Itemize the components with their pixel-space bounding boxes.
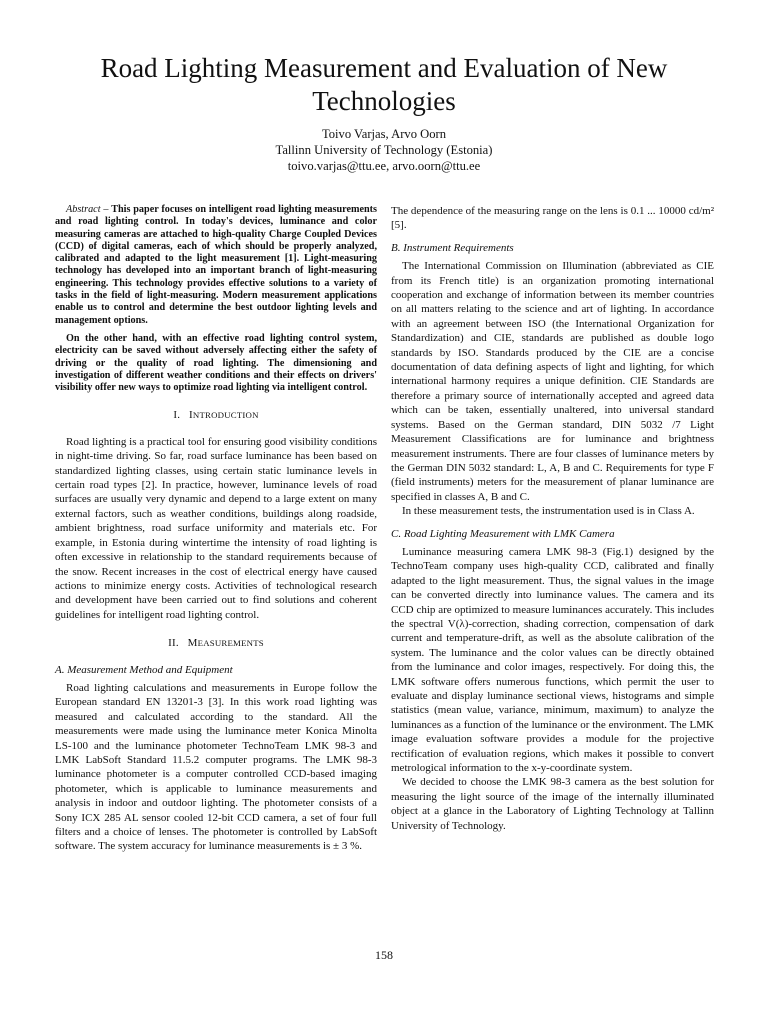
measurement-method-continued: The dependence of the measuring range on the lens is 0.1 ... 10000 cd/m² [5].: [391, 205, 714, 232]
section-number: I.: [173, 409, 181, 422]
subsection-heading-c: C. Road Lighting Measurement with LMK Camera: [391, 527, 615, 540]
section-heading-introduction: [55, 408, 377, 422]
abstract-paragraph-2: On the other hand, with an effective road lighting control system, electricity can be saved without adversely affecting either the safety of driving or the quality of road lighting. The dimensioning and investigation of different weather conditions and their effects on drivers' visibility offer new ways to optimize road lighting via intelligent control.: [55, 332, 377, 394]
section-title-first: M: [187, 637, 198, 650]
abstract: [55, 204, 377, 394]
author-emails: toivo.varjas@ttu.ee, arvo.oorn@ttu.ee: [287, 159, 481, 173]
section-heading-measurements: [55, 636, 377, 650]
abstract-dash: –: [100, 204, 112, 215]
right-column: [391, 204, 714, 833]
instrument-requirements-paragraph-1: The International Commission on Illumination (abbreviated as CIE from its French title) is an organization promoting international cooperation and exchange of information between its member countries on all matters relating to the science and art of lighting. In accordance with an agreement between ISO (the International Organization for Standardization) and CIE, standards are published as double logo standards by ISO. Standards produced by the CIE are a concise documentation of data defining aspects of light and lighting, for which international harmony requires a unique definition. CIE Standards are therefore a primary source of internationally accepted and agreed data which can be taken, essentially unaltered, into universal standard systems. Based on the German standard, DIN 5032 /7 Light Measurement Classifications are for luminance and brightness measurement instruments. There are four classes of luminance meters by the German DIN 5032 standard: L, A, B and C. Requirements for type F (field instruments) meters for the measurement of planar luminance are specified in classes A, B and C.: [391, 260, 714, 503]
lmk-camera-paragraph-1: Luminance measuring camera LMK 98-3 (Fig.1) designed by the TechnoTeam company uses high-quality CCD, calibrated and finally adapted to the light measurement. Thus, the signal values in the image can be converted directly into luminance values. The camera and its CCD chip are optimized to measure luminances accurately. This includes the spectral V(λ)-correction, shading correction, compensation of dark current and temperature-drift, as well as the absolute calibration of the system. The luminance and the color values can be directly obtained from the luminance and color images, respectively. For doing this, the LMK software offers numerous functions, which permit the user to evaluate and display luminance sectional views, histograms and simple statistics (mean value, variance, minimum, maximum) to analyze the luminances as a function of the luminance or the environment. The LMK image evaluation software provides a module for the projective rectification of evaluation regions, which makes it possible to convert metrological information to the x-y-coordinate system.: [391, 545, 714, 775]
paper-title: Road Lighting Measurement and Evaluation of New Technologies: [100, 53, 668, 116]
section-title-rest: NTRODUCTION: [192, 410, 259, 421]
measurement-method-paragraph: Road lighting calculations and measurements in Europe follow the European standard EN 13201-3 [3]. In this work road lighting was measured and calculated according to the standard. All the measurements were made using the luminance meter Konica Minolta LS-100 and the luminance photometer TechnoTeam LMK 98-3 and LMK LabSoft Standard 11.5.2 computer programs. The LMK 98-3 luminance photometer is a computer controlled CCD-based imaging photometer, which is applicable to luminance measurements and analysis in indoor and outdoor lighting. The photometer consists of a Sony ICX 285 AL sensor cooled 12-bit CCD camera, a set of four full filters and a choice of lenses. The photometer is controlled by LabSoft software. The system accuracy for luminance measurements is ± 3 %.: [55, 681, 377, 853]
lmk-camera-paragraph-2: We decided to choose the LMK 98-3 camera as the best solution for measuring the light source of the image of the internally illuminated object at a glance in the Laboratory of Lighting Technology at Tallinn University of Technology.: [391, 776, 714, 832]
author-names: Toivo Varjas, Arvo Oorn: [321, 127, 447, 141]
author-block: [40, 126, 728, 174]
intro-paragraph: Road lighting is a practical tool for ensuring good visibility conditions in night-time driving. So far, road surface luminance has been based on standardized lighting classes, using certain static luminance levels in certain road types [2]. In practice, however, luminance levels of road surfaces are usually very dynamic and depend to a large extent on many external factors, such as weather conditions, buildings along roadside, ambient brightness, road surface uniformity and materials etc. For example, in Estonia during wintertime the intensity of road lighting is often excessive in relationship to the standard requirements because of the snow. Recent increases in the cost of electrical energy have caused actions to minimize energy costs. Activities of technological research and development have been carried out to find solutions and coherent guidelines for intelligent road lighting control.: [55, 435, 377, 621]
instrument-requirements-paragraph-2: In these measurement tests, the instrumentation used is in Class A.: [402, 505, 695, 518]
abstract-paragraph-1: [55, 204, 377, 327]
section-number: II.: [168, 637, 179, 650]
abstract-label: Abstract: [66, 204, 101, 215]
left-column: [55, 204, 377, 854]
page-number: 158: [375, 948, 393, 962]
section-title-first: I: [189, 409, 193, 422]
author-affiliation: Tallinn University of Technology (Estonia): [275, 143, 493, 157]
subsection-heading-a: A. Measurement Method and Equipment: [55, 663, 233, 676]
subsection-heading-b: B. Instrument Requirements: [391, 241, 514, 254]
abstract-text-1: This paper focuses on intelligent road lighting measurements and road lighting control. In today's devices, luminance and color measuring cameras are attached to high-quality Charge Coupled Devices (CCD) of digital cameras, each of which should be properly analyzed, calibrated and adapted to the light measurement [1]. Light-measuring technology has developed into an important branch of light-measuring engineering. This technology provides effective solutions to a variety of tasks in the field of light-measuring. Modern measurement applications enable us to control and determine the best outdoor lighting levels and management options.: [55, 204, 378, 326]
section-title-rest: EASUREMENTS: [197, 638, 264, 649]
